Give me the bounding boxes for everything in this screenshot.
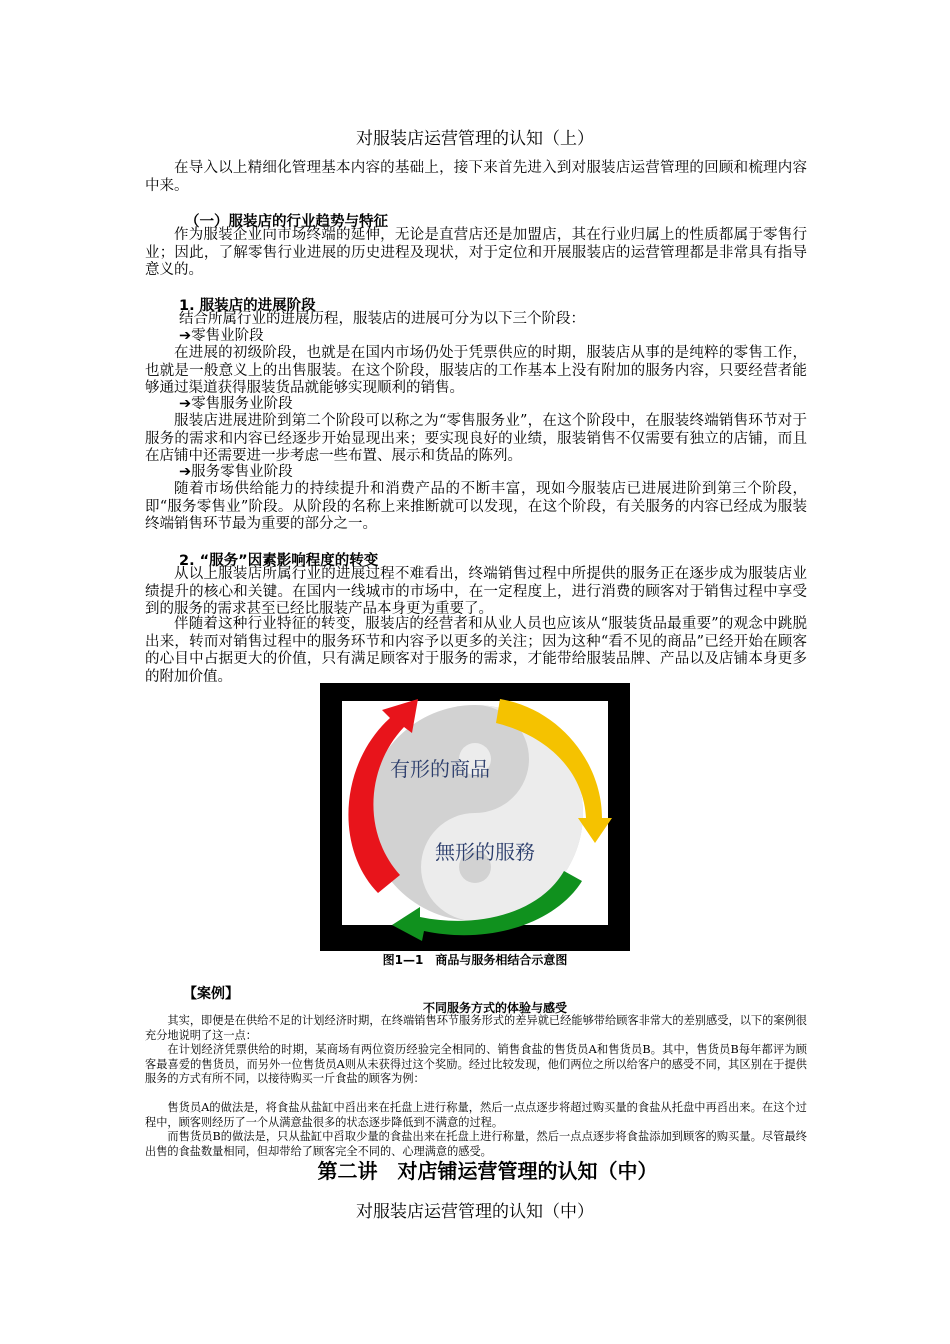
intro-paragraph: 在导入以上精细化管理基本内容的基础上，接下来首先进入到对服装店运营管理的回顾和梳理内容中来。 xyxy=(145,160,807,194)
stages-lead: 结合所属行业的进展历程，服装店的进展可分为以下三个阶段： xyxy=(179,311,585,327)
figure-caption: 图1—1 商品与服务相结合示意图 xyxy=(382,953,568,967)
page-title-2: 对服装店运营管理的认知（中） xyxy=(356,1202,594,1222)
case-label: 【案例】 xyxy=(183,986,239,1002)
service-paragraph-1: 从以上服装店所属行业的进展过程不难看出，终端销售过程中所提供的服务正在逐步成为服装店业绩提升的核心和关键。在国内一线城市的市场中，在一定程度上，进行消费的顾客对于销售过程中享受到的服务的需求甚至已经比服装产品本身更为重要了。 xyxy=(145,566,807,617)
intangible-service-label: 無形的服務 xyxy=(435,840,535,864)
stage-label-retail: ➔零售业阶段 xyxy=(179,328,264,344)
case-paragraph-2: 在计划经济凭票供给的时期，某商场有两位资历经验完全相同的、销售食盐的售货员A和售货员B。其中，售货员B每年都评为顾客最喜爱的售货员，而另外一位售货员A则从未获得过这个奖励。经过比较发现，他们两位之所以给客户的感受不同，其区别在于提供服务的方式有所不同，以接待购买一斤食盐的顾客为例： xyxy=(145,1043,807,1086)
lecture-title: 第二讲 对店铺运营管理的认知（中） xyxy=(317,1159,658,1183)
page-title: 对服装店运营管理的认知（上） xyxy=(356,129,594,149)
case-paragraph-4: 而售货员B的做法是，只从盐缸中舀取少量的食盐出来在托盘上进行称量，然后一点点逐步将食盐添加到顾客的购买量。尽管最终出售的食盐数量相同，但却带给了顾客完全不同的、心理满意的感受。 xyxy=(145,1130,807,1158)
section-paragraph-1: 作为服装企业向市场终端的延伸，无论是直营店还是加盟店，其在行业归属上的性质都属于零售行业；因此，了解零售行业进展的历史进程及现状，对于定位和开展服装店的运营管理都是非常具有指导意义的。 xyxy=(145,227,807,278)
tangible-goods-label: 有形的商品 xyxy=(390,757,490,781)
case-paragraph-1: 其实，即便是在供给不足的计划经济时期，在终端销售环节服务形式的差异就已经能够带给顾客非常大的差别感受，以下的案例很充分地说明了这一点： xyxy=(145,1014,807,1042)
stage-label-retail-service: ➔零售服务业阶段 xyxy=(179,396,293,412)
service-paragraph-2: 伴随着这种行业特征的转变，服装店的经营者和从业人员也应该从“服装货品最重要”的观念中跳脱出来，转而对销售过程中的服务环节和内容予以更多的关注；因为这种“看不见的商品”已经开始在顾客的心目中占据更大的价值，只有满足顾客对于服务的需求，才能带给服装品牌、产品以及店铺本身更多的附加价值。 xyxy=(145,616,807,685)
case-paragraph-3: 售货员A的做法是，将食盐从盐缸中舀出来在托盘上进行称量，然后一点点逐步将超过购买量的食盐从托盘中再舀出来。在这个过程中，顾客则经历了一个从满意盐很多的状态逐步降低到不满意的过程。 xyxy=(145,1101,807,1129)
goods-service-diagram xyxy=(320,683,630,951)
subsection-heading-2: 2. “服务”因素影响程度的转变 xyxy=(179,553,379,569)
stage-label-service-retail: ➔服务零售业阶段 xyxy=(179,464,293,480)
stage-text-retail: 在进展的初级阶段，也就是在国内市场仍处于凭票供应的时期，服装店从事的是纯粹的零售工作，也就是一般意义上的出售服装。在这个阶段，服装店的工作基本上没有附加的服务内容，只要经营者能够通过渠道获得服装货品就能够实现顺利的销售。 xyxy=(145,345,807,396)
case-title: 不同服务方式的体验与感受 xyxy=(422,1001,567,1015)
section-heading-1: （一）服装店的行业趋势与特征 xyxy=(185,214,388,230)
stage-text-retail-service: 服装店进展进阶到第二个阶段可以称之为“零售服务业”，在这个阶段中，在服装终端销售环节对于服务的需求和内容已经逐步开始显现出来；要实现良好的业绩，服装销售不仅需要有独立的店铺，而且在店铺中还需要进一步考虑一些布置、展示和货品的陈列。 xyxy=(145,413,807,464)
stage-text-service-retail: 随着市场供给能力的持续提升和消费产品的不断丰富，现如今服装店已进展进阶到第三个阶段，即“服务零售业”阶段。从阶段的名称上来推断就可以发现，在这个阶段，有关服务的内容已经成为服装终端销售环节最为重要的部分之一。 xyxy=(145,481,807,532)
subsection-heading-1: 1. 服装店的进展阶段 xyxy=(179,298,316,314)
